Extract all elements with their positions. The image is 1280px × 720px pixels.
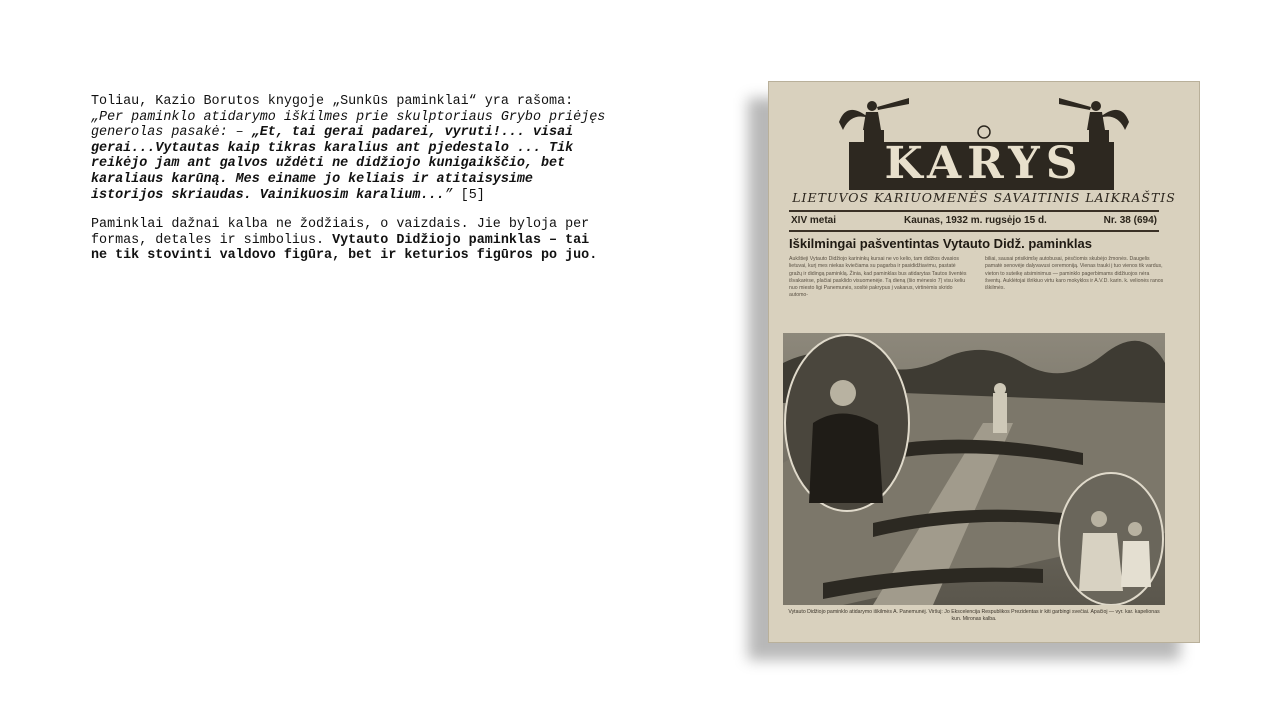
quote-close: ”: [444, 187, 461, 203]
quote-bold-italic: „Et, tai gerai padarei, vyruti!... visai gerai...Vytautas kaip tikras karalius ant pjedestalo ... Tik reikėjo jam ant galvos uždėti ne didžiojo kunigaikščio, bet karaliaus karūną. Mes einame jo keliais ir atitaisysime istorijos skriaudas. Vainikuosim karalium...: [91, 125, 574, 203]
magazine-cover-image: [768, 81, 1200, 643]
cover-headline: Iškilmingai pašventintas Vytauto Didž. paminklas: [789, 236, 1092, 251]
paragraph-monuments: [91, 217, 611, 264]
paragraph-quote: [91, 94, 611, 203]
article-column-right: biliai, sausai prisikimšę autobusai, pėsčiomis skubėjo žmonės. Daugelis pamatė senovėje dalyvavusi ceremoniją. Vienas trauki į tuo vienos tik vardus, vieton to suteikę atsiminimus — paminklo pagerbimams didžiuojos nėra šventų. Auklėtojai išrikiuo virtu karo mokyklos ir A.V.D. karin. k. velionės ranos iškilmės.: [985, 256, 1164, 292]
slide-text: [91, 94, 611, 278]
issue-number: Nr. 38 (694): [1103, 215, 1157, 226]
bold-text: Vytauto Didžiojo paminklas – tai ne tik stovinti valdovo figūra, bet ir keturios figūros po juo.: [91, 232, 598, 264]
intro-text: Toliau, Kazio Borutos knygoje „Sunkūs paminklai“ yra rašoma:: [91, 94, 574, 109]
cover-photo: [783, 333, 1165, 605]
issue-date: Kaunas, 1932 m. rugsėjo 15 d.: [904, 215, 1047, 226]
issue-line: [789, 210, 1159, 232]
masthead-title: KARYS: [884, 138, 1084, 189]
issue-year: XIV metai: [791, 215, 837, 226]
reference: [5]: [460, 187, 485, 203]
ceremony-photo: [783, 333, 1165, 605]
quote-italic: „Per paminklo atidarymo iškilmes prie skulptoriaus Grybo priėjęs generolas pasakė: –: [91, 109, 606, 141]
photo-caption: Vytauto Didžiojo paminklo atidarymo iškilmės A. Panemunėj. Viršuj: Jo Ekscelencija Respublikos Prezidentas ir kiti garbingi svečiai. Apačioj — vyr. kar. kapelionas kun. Mironas kalba.: [788, 609, 1160, 622]
plain-text: Paminklai dažnai kalba ne žodžiais, o vaizdais. Jie byloja per formas, detales ir simbolius.: [91, 217, 590, 248]
article-columns: [789, 256, 1164, 326]
article-column-left: Aukštieji Vytauto Didžiojo karininkų kursai ne vo kelio, tam didžios dvasios lietuvai, kurį mes niekas kviečiama su pagarba ir pasididžiavimu, pastatė gražų ir didingą paminklą. Žinia, kad paminklas bus atidarytas Tautos šventės išvakarėse, plačiai pasklido visuomenėje. Tą dieną (šio mėnesio 7) visu keliu nuo miesto ligi Panemunės, sosltė pakrypus į vakarus, virtinėmis skrido automo-: [789, 256, 967, 299]
masthead-subtitle: LIETUVOS KARIUOMENĖS SAVAITINIS LAIKRAŠTIS: [792, 190, 1176, 205]
